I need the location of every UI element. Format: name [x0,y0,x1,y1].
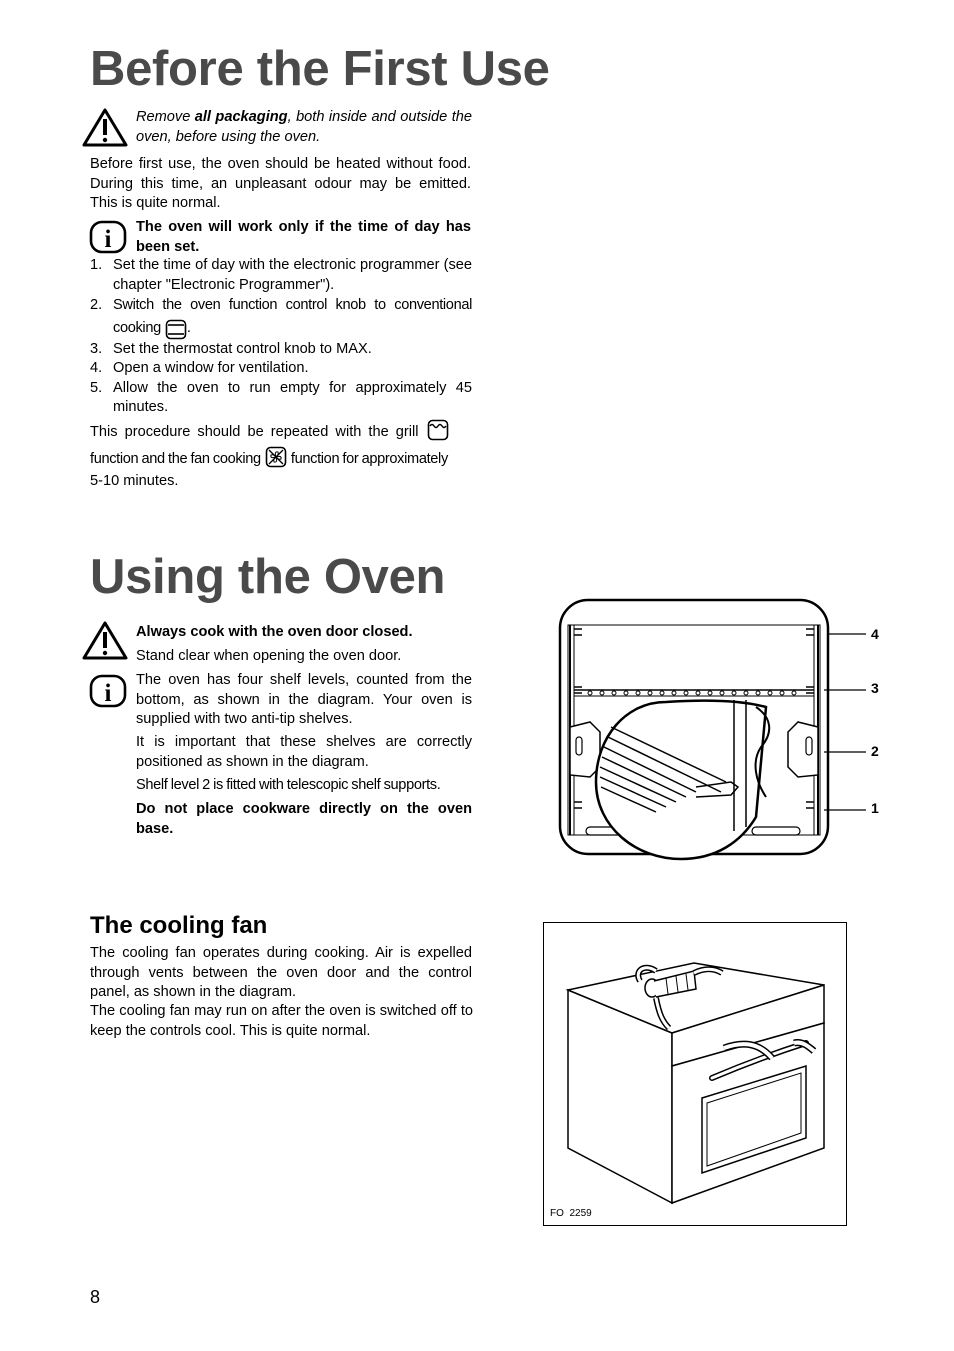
warning-triangle-icon [82,620,128,660]
title-before-first-use: Before the First Use [90,42,550,96]
info-icon [89,674,127,708]
svg-text:i: i [104,226,112,253]
info-icon [89,220,127,254]
door-closed-warning: Always cook with the oven door closed. [136,624,413,640]
list-item: 5. Allow the oven to run empty for approximately 45 minutes. [90,379,472,415]
first-use-steps [90,256,472,418]
cooling-fan-text-1: The cooling fan operates during cooking. Air is expelled through vents between the oven door and the control panel, as shown in the diagram. [90,945,472,1000]
list-item: 2. Switch the oven function control knob to conventional cooking . [90,296,472,340]
fan-cooking-icon [265,446,287,468]
title-cooling-fan: The cooling fan [90,912,268,939]
telescopic-support-text: Shelf level 2 is fitted with telescopic shelf supports. [136,777,441,793]
shelf-levels-text: The oven has four shelf levels, counted from the bottom, as shown in the diagram. Your oven is supplied with two anti-tip shelves. [136,672,472,727]
first-use-intro: Before first use, the oven should be heated without food. During this time, an unpleasant odour may be emitted. This is quite normal. [90,156,471,211]
list-item: 1. Set the time of day with the electronic programmer (see chapter "Electronic Programmer"). [90,257,472,293]
figure-code: FO 2259 [550,1208,592,1219]
shelf-position-text: It is important that these shelves are correctly positioned as shown in the diagram. [136,734,472,770]
packaging-warning: Remove all packaging, both inside and outside the oven, before using the oven. [136,109,472,145]
cookware-warning: Do not place cookware directly on the oven base. [136,801,472,837]
repeat-procedure-line3: 5-10 minutes. [90,473,179,489]
repeat-procedure-line1: This procedure should be repeated with the grill [90,423,472,443]
conventional-cooking-icon [165,319,187,340]
list-item: 3. Set the thermostat control knob to MAX. [90,340,372,357]
cooling-fan-figure [543,922,847,1226]
warning-triangle-icon [82,107,128,147]
shelf-label-4: 4 [871,626,879,642]
svg-text:i: i [104,680,112,707]
stand-clear-text: Stand clear when opening the oven door. [136,648,402,664]
oven-shelf-diagram [556,597,886,862]
title-using-the-oven: Using the Oven [90,550,446,604]
oven-illustration [544,923,846,1225]
shelf-label-2: 2 [871,743,879,759]
cooling-fan-text-2: The cooling fan may run on after the oven is switched off to keep the controls cool. This is quite normal. [90,1003,473,1039]
repeat-procedure-line2: function and the fan cooking function for approximately [90,450,472,470]
time-of-day-note: The oven will work only if the time of day has been set. [136,219,471,255]
page-number: 8 [90,1287,101,1307]
list-item: 4. Open a window for ventilation. [90,360,309,376]
shelf-label-1: 1 [871,800,879,816]
grill-icon [427,419,449,441]
shelf-label-3: 3 [871,680,879,696]
